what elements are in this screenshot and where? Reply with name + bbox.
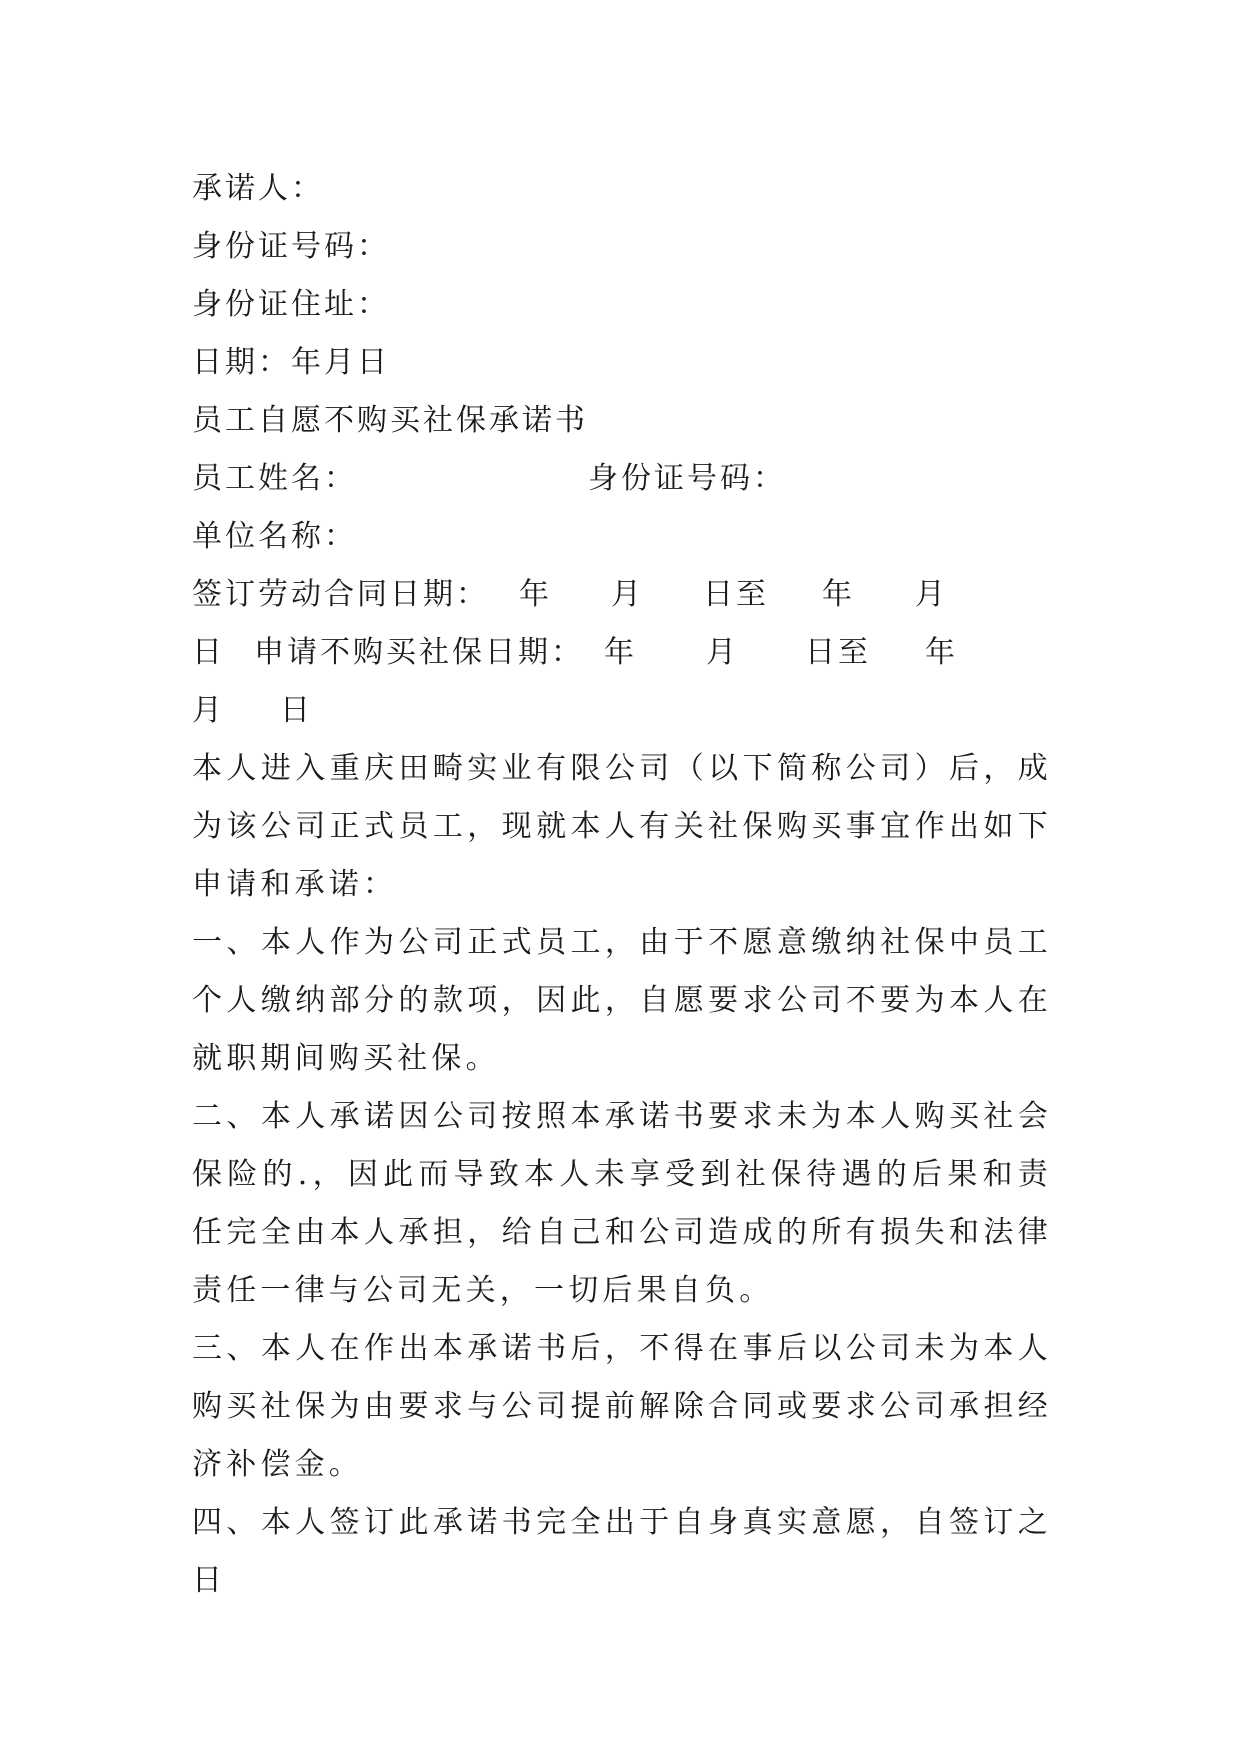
apply-start-day-to: 日至 <box>805 635 871 670</box>
contract-date-label: 签订劳动合同日期： <box>192 577 489 612</box>
contract-date-row <box>192 566 1052 624</box>
apply-date-row <box>192 624 1052 682</box>
company-name-field: 单位名称： <box>192 519 357 554</box>
clause-three: 三、本人在作出本承诺书后，不得在事后以公司未为本人购买社保为由要求与公司提前解除合同或要求公司承担经济补偿金。 <box>192 1331 1052 1482</box>
employee-name-row <box>192 450 1052 508</box>
apply-date-label: 申请不购买社保日期： <box>254 635 584 670</box>
apply-start-month: 月 <box>706 635 739 670</box>
id-address-field: 身份证住址： <box>192 287 390 322</box>
date-field: 日期：年月日 <box>192 345 390 380</box>
contract-end-day: 日 <box>192 635 225 670</box>
promisor-field: 承诺人： <box>192 171 324 206</box>
contract-end-month: 月 <box>915 577 948 612</box>
apply-end-month: 月 <box>192 693 225 728</box>
apply-end-day: 日 <box>280 693 313 728</box>
clause-two: 二、本人承诺因公司按照本承诺书要求未为本人购买社会保险的.，因此而导致本人未享受到社保待遇的后果和责任完全由本人承担，给自己和公司造成的所有损失和法律责任一律与公司无关，一切后果自负。 <box>192 1099 1052 1308</box>
contract-end-year: 年 <box>822 577 855 612</box>
employee-name-label: 员工姓名： <box>192 461 357 496</box>
id-number-field: 身份证号码： <box>192 229 390 264</box>
apply-end-row <box>192 682 1052 740</box>
apply-start-year: 年 <box>604 635 637 670</box>
clause-four: 四、本人签订此承诺书完全出于自身真实意愿，自签订之日 <box>192 1505 1052 1598</box>
contract-start-year: 年 <box>519 577 552 612</box>
apply-end-year: 年 <box>925 635 958 670</box>
document-title: 员工自愿不购买社保承诺书 <box>192 403 588 438</box>
contract-start-day-to: 日至 <box>703 577 769 612</box>
contract-start-month: 月 <box>611 577 644 612</box>
document-body <box>192 160 1052 1610</box>
clause-one: 一、本人作为公司正式员工，由于不愿意缴纳社保中员工个人缴纳部分的款项，因此，自愿要求公司不要为本人在就职期间购买社保。 <box>192 925 1052 1076</box>
intro-paragraph: 本人进入重庆田畸实业有限公司（以下简称公司）后，成为该公司正式员工，现就本人有关社保购买事宜作出如下申请和承诺： <box>192 751 1052 902</box>
employee-id-label: 身份证号码： <box>588 461 786 496</box>
